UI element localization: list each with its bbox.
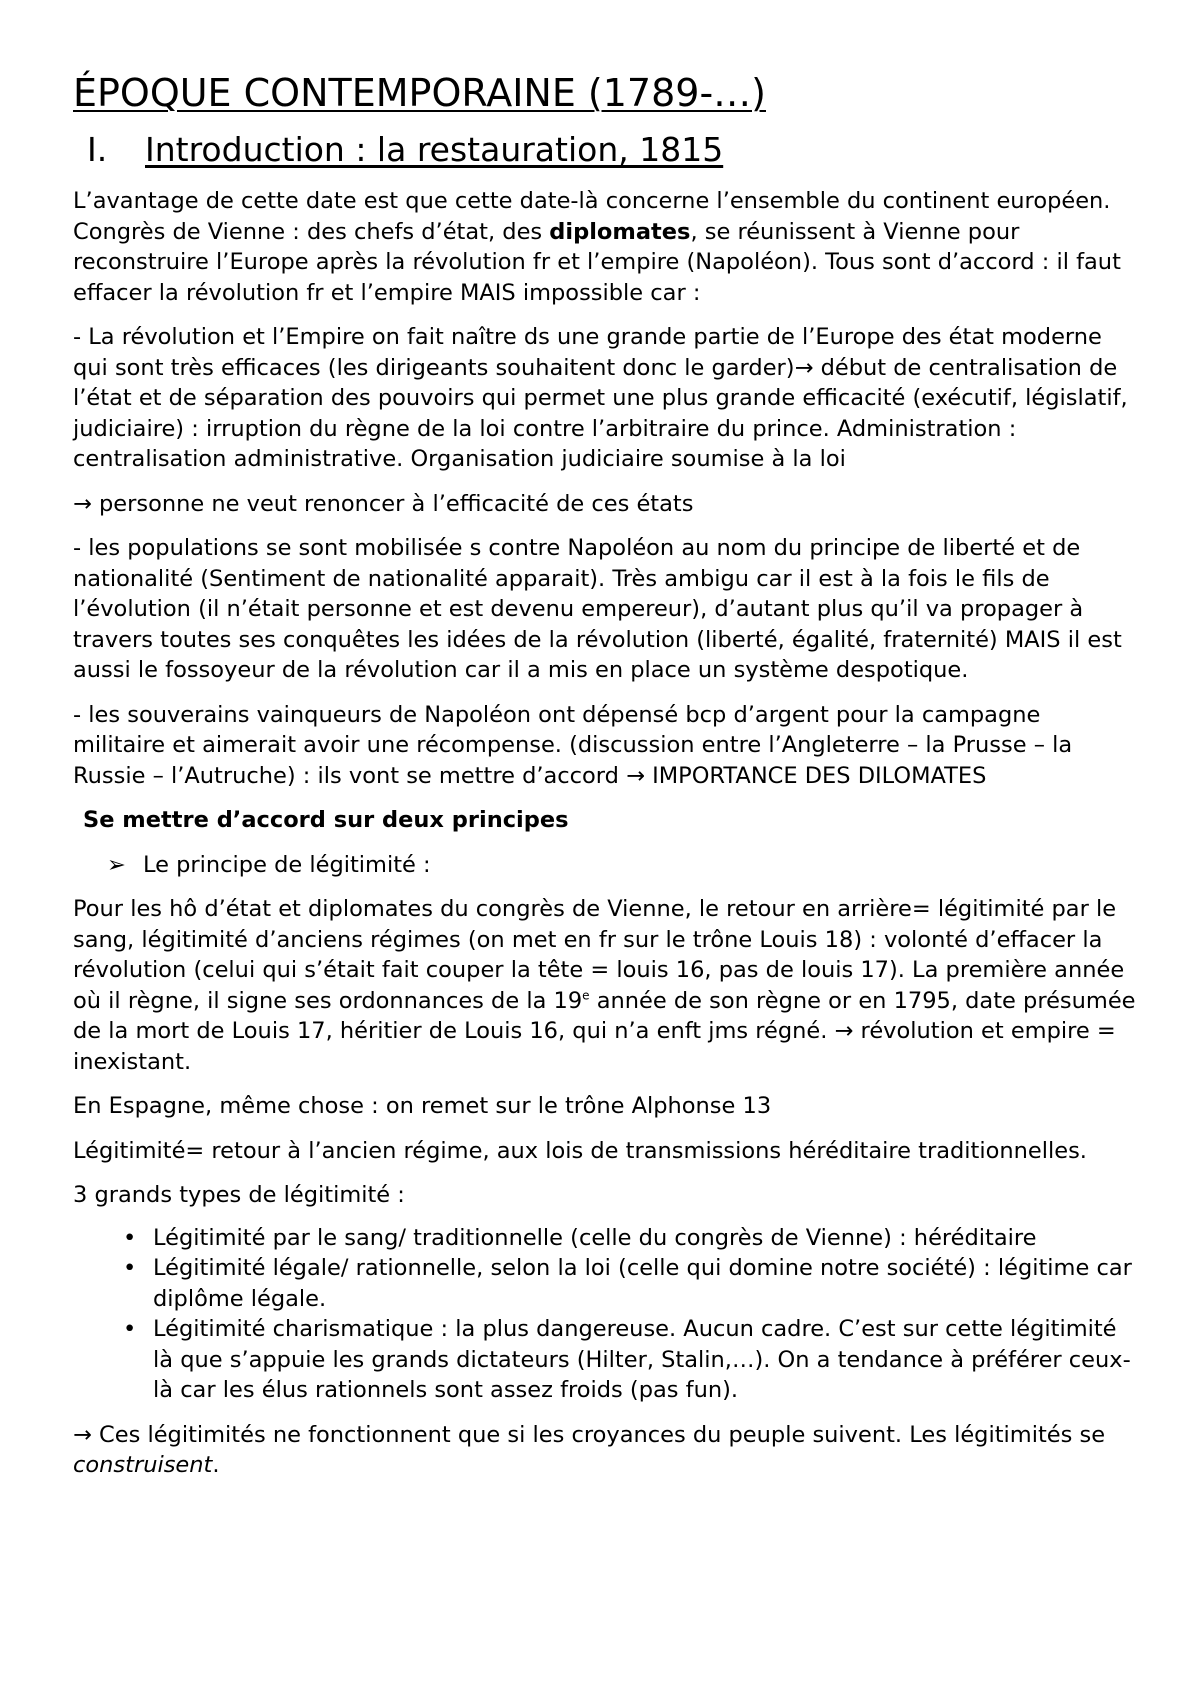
list-item-text: Légitimité par le sang/ traditionnelle (celle du congrès de Vienne) : héréditaire xyxy=(153,1224,1037,1251)
point-2-text-a: - La révolution et l’Empire on fait naître ds une grande partie de l’Europe des état moderne qui sont très efficaces (les dirigeants souhaitent donc le garder) xyxy=(73,324,1102,381)
point-3-text: personne ne veut renoncer à l’efficacité de ces états xyxy=(91,490,694,517)
page-title: ÉPOQUE CONTEMPORAINE (1789-…) xyxy=(73,71,766,115)
arrow-icon: → xyxy=(834,1018,854,1044)
spain-paragraph: En Espagne, même chose : on remet sur le trône Alphonse 13 xyxy=(73,1093,772,1119)
section-number: I. xyxy=(87,130,108,169)
point-souverains xyxy=(73,700,1138,792)
arrow-icon: → xyxy=(794,354,814,381)
list-item xyxy=(73,1253,1138,1314)
list-item xyxy=(73,1314,1138,1406)
arrow-icon: → xyxy=(626,762,645,789)
conclusion-text-a: Ces légitimités ne fonctionnent que si les croyances du peuple suivent. Les légitimités se xyxy=(91,1421,1106,1448)
point-5-text-b: IMPORTANCE DES DILOMATES xyxy=(644,762,987,789)
intro-text-start: L’avantage de cette date est que cette date-là concerne l’ensemble du continent européen. Congrès de Vienne : des chefs d’état, des xyxy=(73,188,1111,245)
legitimacy-paragraph xyxy=(73,894,1138,1077)
legitimacy-types-list xyxy=(73,1223,1138,1406)
arrow-icon: → xyxy=(73,1421,92,1448)
legit-text-a: Pour les hô d’état et diplomates du congrès de Vienne, le retour en arrière= légitimité par le sang, légitimité d’anciens régimes (on met en fr sur le trône Louis 18) : volonté d’effacer la révolution (celui qui s’était fait couper la tête = louis 16, pas de louis 17). La première année où il règne, il signe ses ordonnances de la 19 xyxy=(73,896,1125,1014)
bullet-icon: • xyxy=(123,1224,137,1251)
conclusion-paragraph xyxy=(73,1420,1138,1481)
arrow-icon: → xyxy=(73,490,92,517)
list-item xyxy=(73,1223,1138,1254)
conclusion-text-b: . xyxy=(212,1452,220,1478)
intro-paragraph xyxy=(73,186,1138,308)
types-intro: 3 grands types de légitimité : xyxy=(73,1182,405,1208)
conclusion-italic: construisent xyxy=(73,1452,213,1478)
arrowhead-bullet-icon: ➢ xyxy=(107,851,126,878)
legit-text-c: révolution et empire = inexistant. xyxy=(73,1018,1116,1075)
principle-label: Le principe de légitimité : xyxy=(143,851,431,878)
list-item-text: Légitimité légale/ rationnelle, selon la loi (celle qui domine notre société) : légitime car diplôme légale. xyxy=(153,1255,1132,1312)
list-item-text: Légitimité charismatique : la plus dangereuse. Aucun cadre. C’est sur cette légitimité là que s’appuie les grands dictateurs (Hilter, Stalin,…). On a tendance à préférer ceux-là car les élus rationnels sont assez froids (pas fun). xyxy=(153,1316,1131,1403)
principle-item xyxy=(73,850,1138,881)
section-heading xyxy=(73,128,1138,172)
point-efficiency xyxy=(73,489,1138,520)
point-5-text-a: - les souverains vainqueurs de Napoléon ont dépensé bcp d’argent pour la campagne militaire et aimerait avoir une récompense. (discussion entre l’Angleterre – la Prusse – la Russie – l’Autruche) : ils vont se mettre d’accord xyxy=(73,701,1073,789)
bullet-icon: • xyxy=(123,1255,137,1281)
intro-text-end: , se réunissent à Vienne pour reconstruire l’Europe après la révolution fr et l’empire (Napoléon). Tous sont d’accord : il faut effacer la révolution fr et l’empire MAIS impossible car : xyxy=(73,218,1121,306)
point-2-text-b: début de centralisation de l’état et de séparation des pouvoirs qui permet une plus grande efficacité (exécutif, législatif, judiciaire) : irruption du règne de la loi contre l’arbitraire du prince. Administration : centralisation administrative. Organisation judiciaire soumise à la loi xyxy=(73,354,1128,472)
legitimacy-definition: Légitimité= retour à l’ancien régime, aux lois de transmissions héréditaire traditionnelles. xyxy=(73,1137,1087,1164)
subheading: Se mettre d’accord sur deux principes xyxy=(83,807,569,833)
point-populations: - les populations se sont mobilisée s contre Napoléon au nom du principe de liberté et de nationalité (Sentiment de nationalité apparait). Très ambigu car il est à la fois le fils de l’évolution (il n’était personne et est devenu empereur), d’autant plus qu’il va propager à travers toutes ses conquêtes les idées de la révolution (liberté, égalité, fraternité) MAIS il est aussi le fossoyeur de la révolution car il a mis en place un système despotique. xyxy=(73,535,1122,683)
section-title: Introduction : la restauration, 1815 xyxy=(145,130,724,169)
intro-bold-diplomates: diplomates xyxy=(549,218,691,245)
superscript-e: e xyxy=(582,988,590,1002)
point-revolution-empire xyxy=(73,322,1138,475)
bullet-icon: • xyxy=(123,1316,137,1342)
legit-text-b: année de son règne or en 1795, date présumée de la mort de Louis 17, héritier de Louis 16, qui n’a enft jms régné. xyxy=(73,987,1136,1044)
